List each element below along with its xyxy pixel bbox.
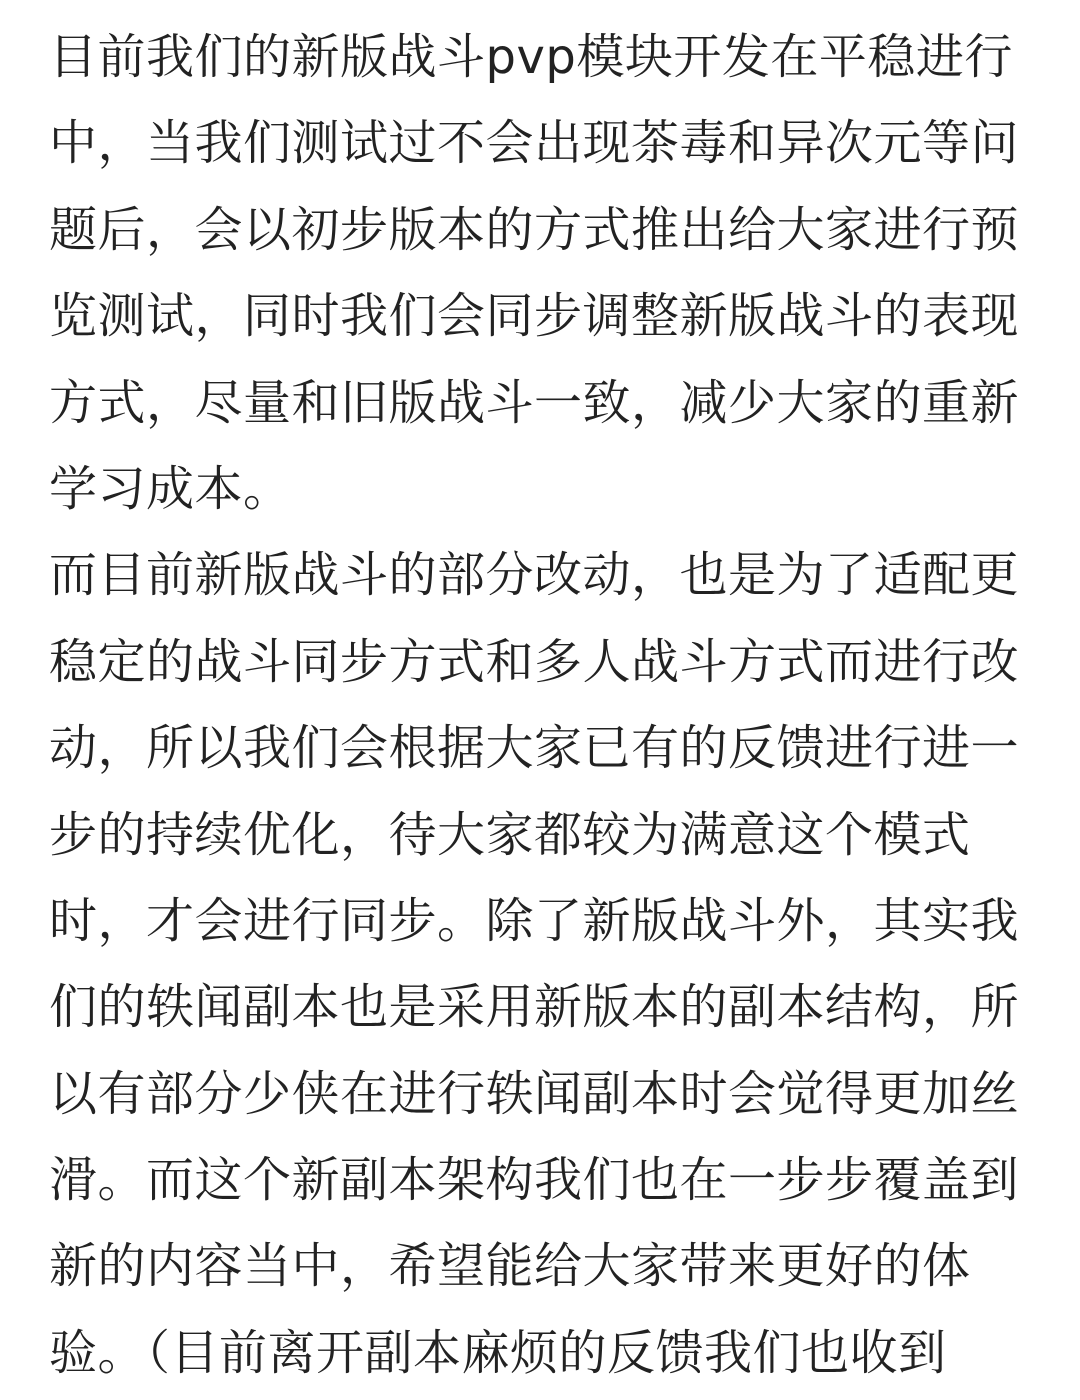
text-line: 方式，尽量和旧版战斗一致，减少大家的重新 [49,374,1020,431]
text-line: 稳定的战斗同步方式和多人战斗方式而进行改 [49,633,1020,690]
text-line: 目前我们的新版战斗pvp模块开发在平稳进行 [49,29,1013,85]
text-line: 时，才会进行同步。除了新版战斗外，其实我 [49,892,1020,949]
text-line: 题后，会以初步版本的方式推出给大家进行预 [49,201,1020,258]
text-line: 们的轶闻副本也是采用新版本的副本结构，所 [49,979,1020,1036]
text-line: 学习成本。 [49,460,292,517]
text-line: 而目前新版战斗的部分改动，也是为了适配更 [49,547,1020,604]
text-line: 滑。而这个新副本架构我们也在一步步覆盖到 [49,1152,1020,1209]
text-line: 新的内容当中，希望能给大家带来更好的体 [49,1238,971,1295]
text-line: 验。（目前离开副本麻烦的反馈我们也收到 [49,1324,947,1381]
text-line: 览测试，同时我们会同步调整新版战斗的表现 [49,288,1020,345]
text-line: 以有部分少侠在进行轶闻副本时会觉得更加丝 [49,1065,1020,1122]
text-line: 中，当我们测试过不会出现茶毒和异次元等问 [49,115,1020,172]
text-line: 动，所以我们会根据大家已有的反馈进行进一 [49,720,1020,777]
text-line: 步的持续优化，待大家都较为满意这个模式 [49,806,971,863]
